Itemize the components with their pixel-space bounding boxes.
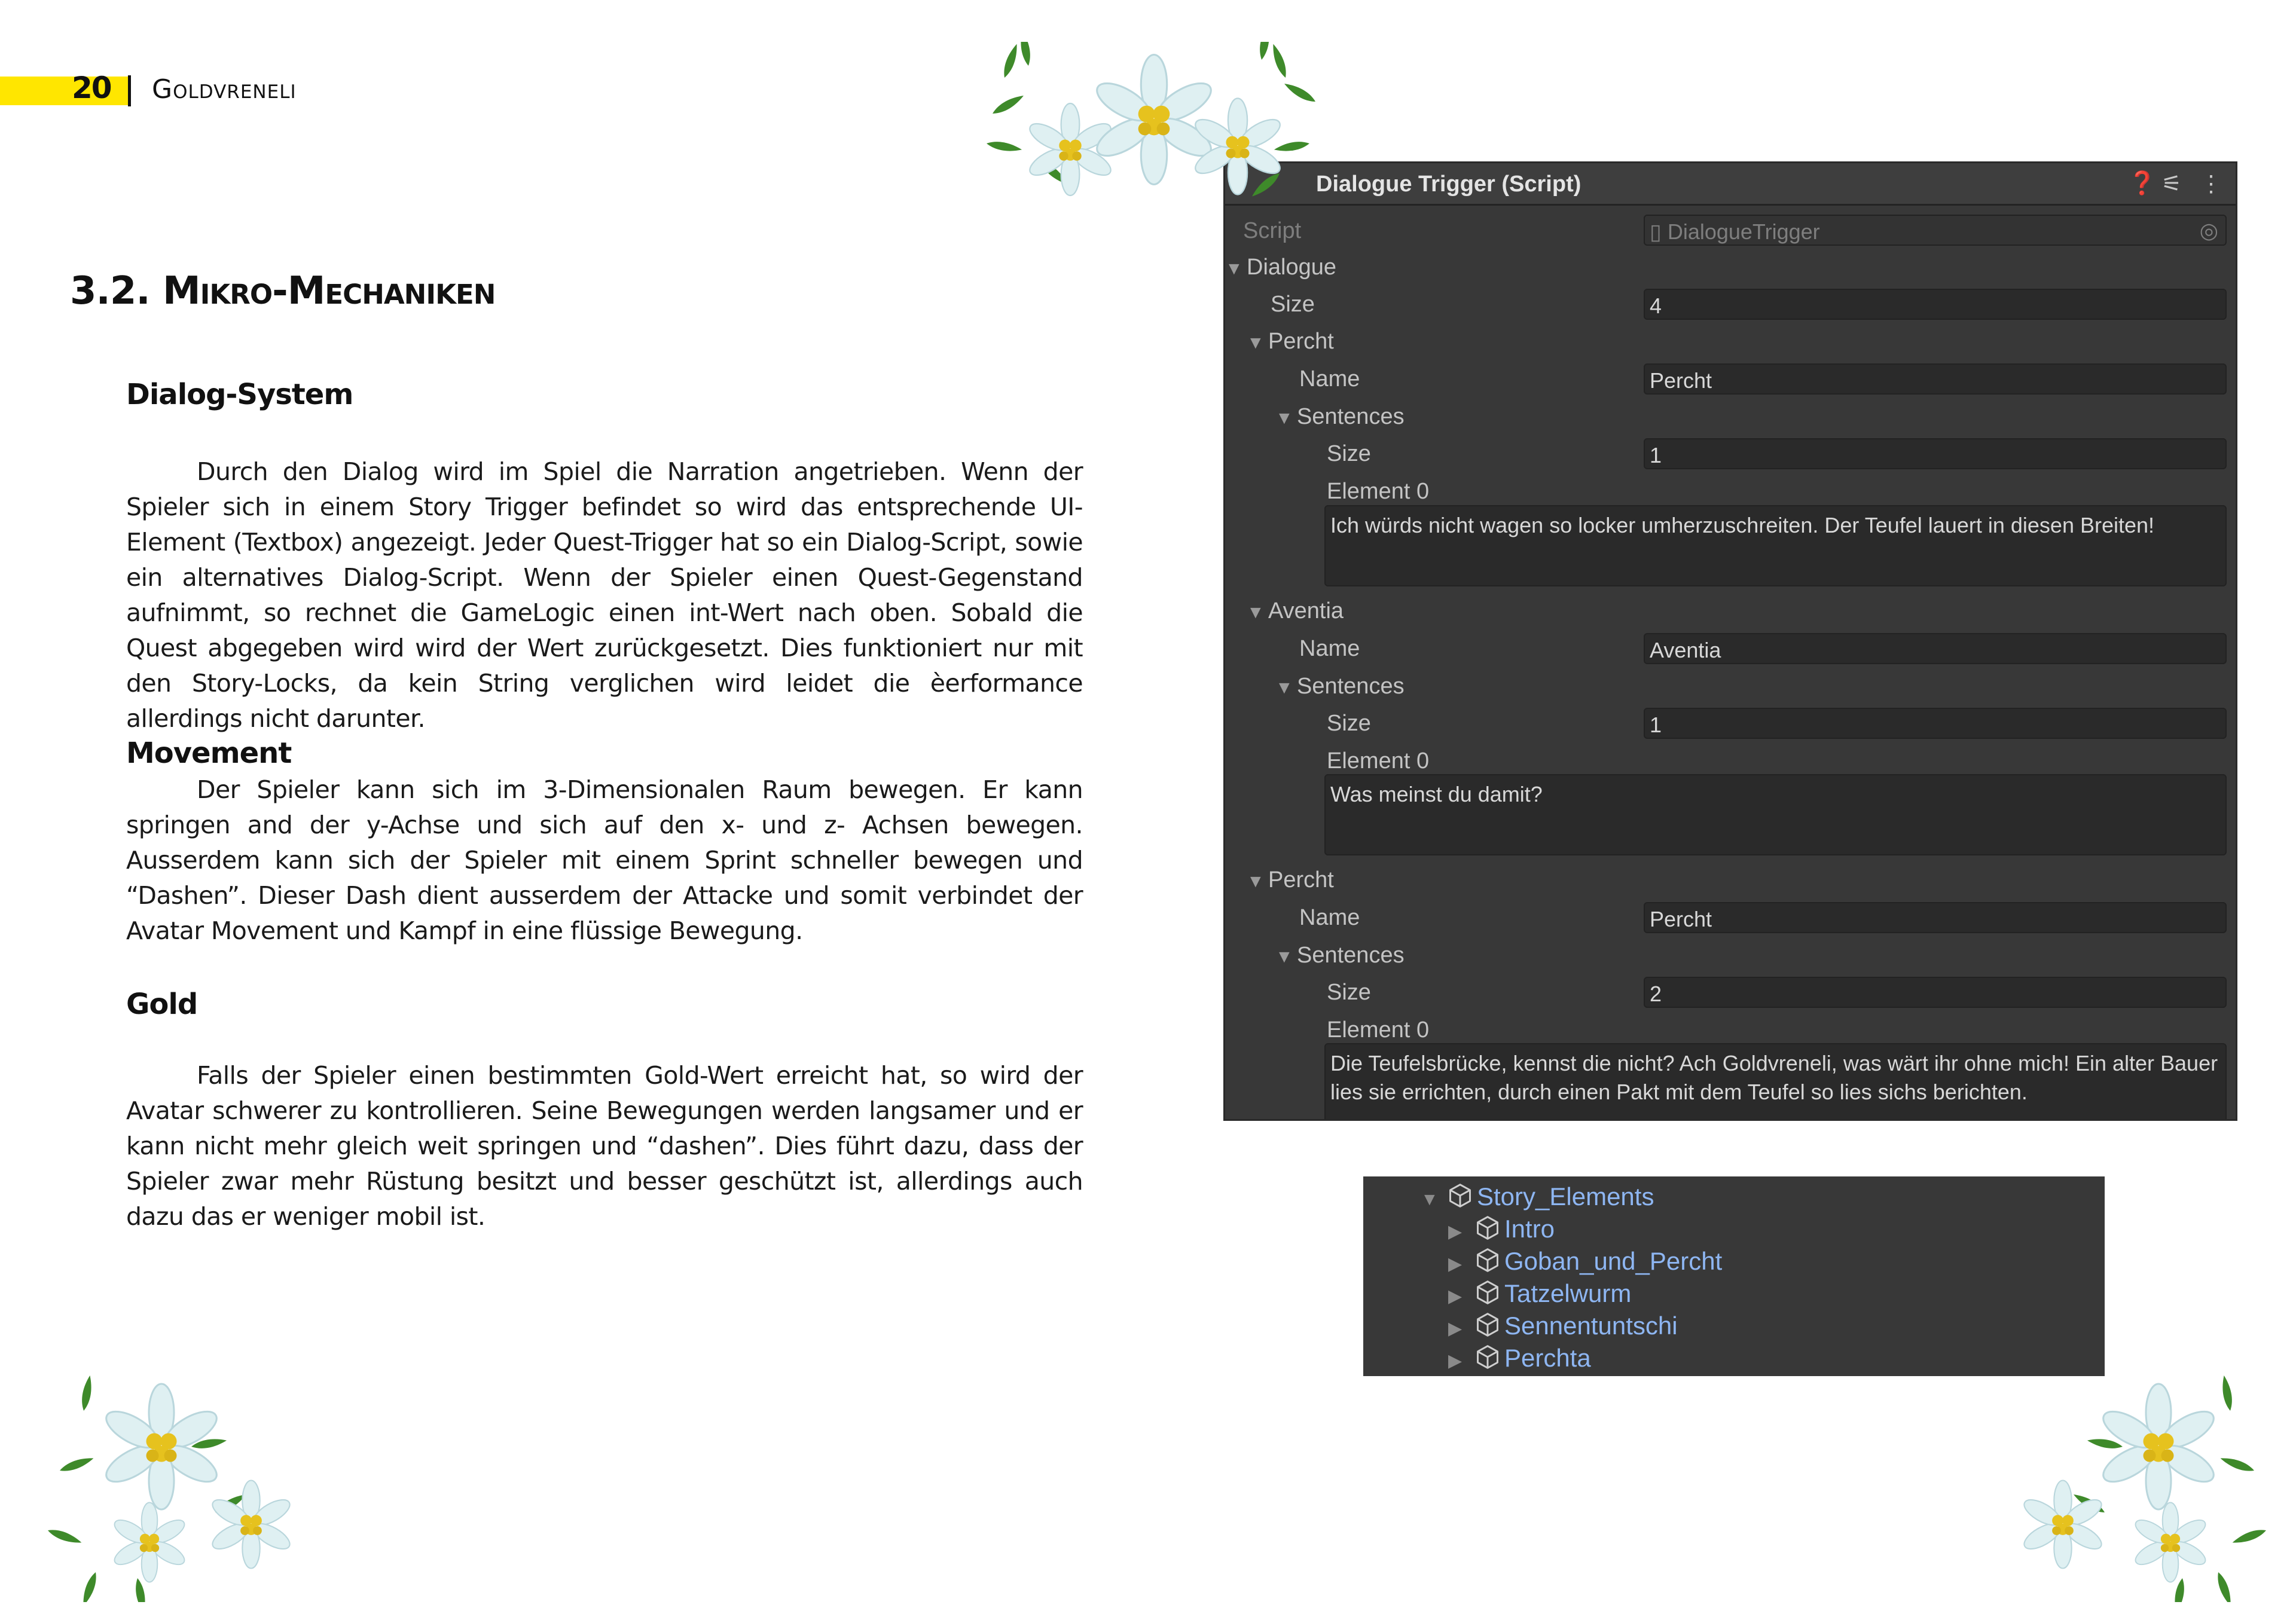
gameobject-cube-icon xyxy=(1474,1344,1501,1376)
script-file-icon: ▯ xyxy=(1650,219,1662,244)
movement-text: Der Spieler kann sich im 3-Dimensionalen Raum bewegen. Er kann springen and der y-Achse und sich auf den x- und z- Achsen bewegen. Ausserdem kann sich der Spieler mit einem Sprint schneller bewegen und “Dashen”. Dieser Dash dient ausserdem der Attacke und somit verbindet der Avatar Movement und Kampf in eine flüssige Bewegung. xyxy=(126,775,1083,945)
sentence-textarea[interactable]: Ich würds nicht wagen so locker umherzuschreiten. Der Teufel lauert in diesen Breiten! xyxy=(1324,505,2227,586)
header-divider xyxy=(128,75,131,106)
name-field[interactable]: Aventia xyxy=(1644,633,2227,664)
expand-arrow-icon[interactable]: ▶ xyxy=(1448,1286,1463,1307)
sentences-foldout[interactable]: ▼ Sentences xyxy=(1275,404,1405,429)
sentences-size-label: Size xyxy=(1327,441,1371,466)
foldout-arrow-icon: ▼ xyxy=(1275,408,1293,428)
sentences-size-field[interactable]: 2 xyxy=(1644,977,2227,1008)
hierarchy-root-item[interactable]: ▼ Story_Elements xyxy=(1421,1182,1654,1215)
help-icon[interactable]: ❓ xyxy=(2128,171,2157,196)
gold-heading: Gold xyxy=(126,988,198,1021)
name-label: Name xyxy=(1299,366,1360,392)
sentence-textarea[interactable]: Die Teufelsbrücke, kennst die nicht? Ach Goldvreneli, was wärt ihr ohne mich! Ein alter Bauer lies sie errichten, durch einen Pakt mit dem Teufel so lies sichs berichten. xyxy=(1324,1043,2227,1121)
sentences-foldout[interactable]: ▼ Sentences xyxy=(1275,674,1405,699)
sentences-size-field[interactable]: 1 xyxy=(1644,438,2227,469)
sentences-size-label: Size xyxy=(1327,711,1371,736)
edelweiss-bottom-left-decoration xyxy=(36,1375,323,1602)
movement-paragraph xyxy=(126,772,1083,949)
gameobject-cube-icon xyxy=(1474,1279,1501,1312)
expand-arrow-icon[interactable]: ▶ xyxy=(1448,1254,1463,1274)
section-title: 3.2. Mikro-Mechaniken xyxy=(70,269,496,313)
element-label: Element 0 xyxy=(1327,748,1430,774)
entry-foldout[interactable]: ▼ Aventia xyxy=(1247,598,1344,623)
gameobject-cube-icon xyxy=(1474,1312,1501,1344)
sentences-size-field[interactable]: 1 xyxy=(1644,708,2227,739)
page-number: 20 xyxy=(72,71,111,105)
script-value: DialogueTrigger xyxy=(1667,219,1820,244)
foldout-arrow-icon: ▼ xyxy=(1247,603,1265,622)
edelweiss-bottom-right-decoration xyxy=(1997,1375,2284,1602)
running-title: Goldvreneli xyxy=(152,74,297,105)
component-header[interactable] xyxy=(1225,163,2236,206)
foldout-arrow-icon: ▼ xyxy=(1275,947,1293,967)
foldout-arrow-icon: ▼ xyxy=(1275,678,1293,698)
gold-text: Falls der Spieler einen bestimmten Gold-Wert erreicht hat, so wird der Avatar schwerer zu kontrollieren. Seine Bewegungen werden langsamer und er kann nicht mehr gleich weit springen und “dashen”. Dies führt dazu, dass der Spieler zwar mehr Rüstung besitzt und besser geschützt ist, allerdings auch dazu das er weniger mobil ist. xyxy=(126,1061,1083,1231)
expand-arrow-icon[interactable]: ▶ xyxy=(1448,1222,1463,1242)
hierarchy-item[interactable]: ▶ Perchta xyxy=(1448,1344,1591,1376)
dialog-paragraph xyxy=(126,454,1083,736)
component-title: Dialogue Trigger (Script) xyxy=(1316,172,1581,197)
name-label: Name xyxy=(1299,905,1360,930)
movement-heading: Movement xyxy=(126,736,292,770)
hierarchy-item[interactable]: ▶ Goban_und_Percht xyxy=(1448,1247,1722,1279)
element-label: Element 0 xyxy=(1327,1017,1430,1043)
name-field[interactable]: Percht xyxy=(1644,902,2227,933)
object-picker-icon[interactable]: ◎ xyxy=(2199,218,2218,243)
dialogue-size-label: Size xyxy=(1271,292,1315,317)
expand-arrow-icon[interactable]: ▼ xyxy=(1421,1190,1439,1210)
sentence-textarea[interactable]: Was meinst du damit? xyxy=(1324,774,2227,855)
gameobject-cube-icon xyxy=(1474,1215,1501,1247)
sentences-foldout[interactable]: ▼ Sentences xyxy=(1275,943,1405,968)
inspector-panel xyxy=(1223,161,2237,1121)
hierarchy-item[interactable]: ▶ Intro xyxy=(1448,1215,1555,1247)
edelweiss-top-decoration xyxy=(951,42,1369,203)
hierarchy-panel xyxy=(1363,1176,2105,1376)
foldout-arrow-icon: ▼ xyxy=(1247,333,1265,353)
gold-paragraph xyxy=(126,1058,1083,1234)
dialogue-foldout[interactable]: ▼ Dialogue xyxy=(1225,255,1336,280)
script-label: Script xyxy=(1243,218,1302,243)
name-field[interactable]: Percht xyxy=(1644,363,2227,395)
hierarchy-item[interactable]: ▶ Sennentuntschi xyxy=(1448,1312,1678,1344)
entry-foldout[interactable]: ▼ Percht xyxy=(1247,867,1334,893)
kebab-menu-icon[interactable]: ⋮ xyxy=(2200,172,2222,197)
name-label: Name xyxy=(1299,636,1360,661)
foldout-arrow-icon: ▼ xyxy=(1247,872,1265,891)
expand-arrow-icon[interactable]: ▶ xyxy=(1448,1319,1463,1339)
gameobject-cube-icon xyxy=(1447,1182,1473,1215)
dialog-heading: Dialog-System xyxy=(126,378,353,411)
foldout-arrow-icon: ▼ xyxy=(1225,259,1243,279)
dialogue-size-field[interactable]: 4 xyxy=(1644,289,2227,320)
sliders-icon[interactable]: ⚟ xyxy=(2161,172,2182,197)
gameobject-cube-icon xyxy=(1474,1247,1501,1279)
sentences-size-label: Size xyxy=(1327,980,1371,1005)
entry-foldout[interactable]: ▼ Percht xyxy=(1247,329,1334,354)
hierarchy-item[interactable]: ▶ Tatzelwurm xyxy=(1448,1279,1631,1312)
element-label: Element 0 xyxy=(1327,479,1430,504)
script-field[interactable] xyxy=(1644,215,2227,246)
expand-arrow-icon[interactable]: ▶ xyxy=(1448,1351,1463,1371)
dialog-text: Durch den Dialog wird im Spiel die Narration angetrieben. Wenn der Spieler sich in einem Story Trigger befindet so wird das entsprechende UI-Element (Textbox) angezeigt. Jeder Quest-Trigger hat so ein Dialog-Script, sowie ein alternatives Dialog-Script. Wenn der Spieler einen Quest-Gegenstand aufnimmt, so rechnet die GameLogic einen int-Wert nach oben. Sobald die Quest abgegeben wird wird der Wert zurückgesetzt. Dies funktioniert nur mit den Story-Locks, da kein String verglichen wird leidet die èerformance allerdings nicht darunter. xyxy=(126,457,1083,733)
